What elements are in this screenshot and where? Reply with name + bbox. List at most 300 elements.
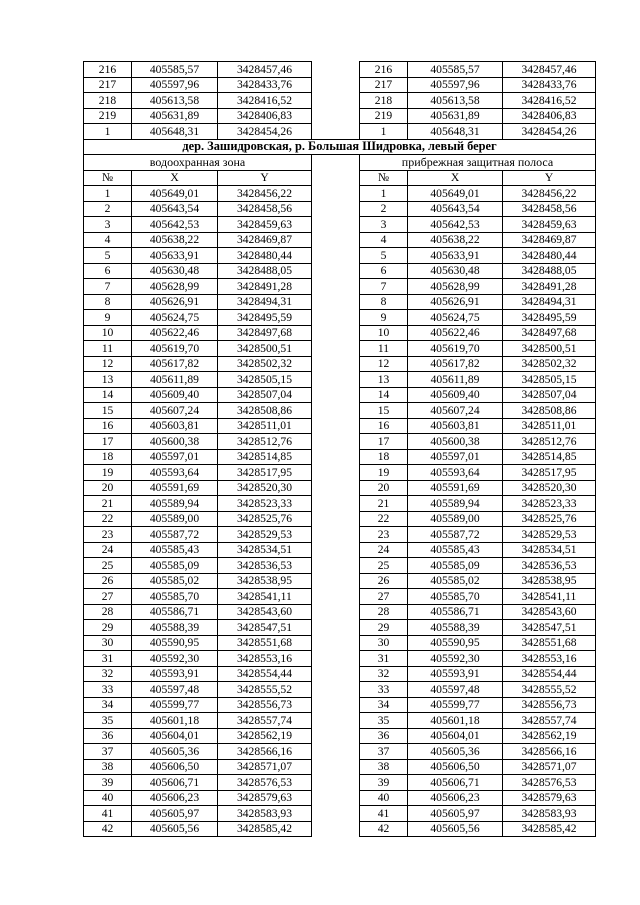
right-y-coordinate-cell: 3428557,74: [503, 713, 596, 729]
column-gap: [312, 387, 360, 403]
left-x-coordinate-cell: 405585,57: [132, 62, 218, 78]
right-y-coordinate-cell: 3428562,19: [503, 728, 596, 744]
right-point-number-cell: 29: [360, 620, 408, 636]
right-x-coordinate-cell: 405585,70: [408, 589, 503, 605]
table-row: [84, 527, 596, 543]
column-gap: [312, 728, 360, 744]
right-y-coordinate-cell: 3428458,56: [503, 201, 596, 217]
left-point-number-cell: 33: [84, 682, 132, 698]
right-x-coordinate-cell: 405617,82: [408, 356, 503, 372]
left-point-number-cell: 11: [84, 341, 132, 357]
left-x-coordinate-cell: 405585,70: [132, 589, 218, 605]
table-row: [84, 558, 596, 574]
right-y-coordinate-cell: 3428507,04: [503, 387, 596, 403]
left-y-coordinate-cell: 3428554,44: [218, 666, 312, 682]
left-y-coordinate-cell: 3428512,76: [218, 434, 312, 450]
right-point-number-cell: 17: [360, 434, 408, 450]
left-point-number-cell: 29: [84, 620, 132, 636]
table-row: [84, 728, 596, 744]
right-point-number-cell: 28: [360, 604, 408, 620]
right-y-coordinate-cell: 3428536,53: [503, 558, 596, 574]
table-row: [84, 62, 596, 78]
right-y-coordinate-cell: 3428551,68: [503, 635, 596, 651]
table-row: [84, 589, 596, 605]
left-point-number-cell: 32: [84, 666, 132, 682]
top-rows-group: [84, 62, 596, 140]
column-gap: [312, 790, 360, 806]
right-point-number-cell: 33: [360, 682, 408, 698]
right-y-coordinate-cell: 3428514,85: [503, 449, 596, 465]
column-gap: [312, 480, 360, 496]
column-gap: [312, 108, 360, 124]
left-x-coordinate-cell: 405606,50: [132, 759, 218, 775]
left-y-coordinate-cell: 3428488,05: [218, 263, 312, 279]
table-row: [84, 341, 596, 357]
left-x-coordinate-cell: 405585,09: [132, 558, 218, 574]
column-gap: [312, 744, 360, 760]
left-y-coordinate-cell: 3428491,28: [218, 279, 312, 295]
right-x-coordinate-cell: 405649,01: [408, 186, 503, 202]
right-x-coordinate-cell: 405606,50: [408, 759, 503, 775]
table-row: [84, 418, 596, 434]
table-row: [84, 744, 596, 760]
left-point-number-cell: 20: [84, 480, 132, 496]
right-y-coordinate-cell: 3428547,51: [503, 620, 596, 636]
right-x-coordinate-cell: 405631,89: [408, 108, 503, 124]
right-point-number-cell: 39: [360, 775, 408, 791]
left-x-coordinate-cell: 405631,89: [132, 108, 218, 124]
right-y-coordinate-cell: 3428488,05: [503, 263, 596, 279]
left-x-coordinate-cell: 405643,54: [132, 201, 218, 217]
right-point-number-cell: 5: [360, 248, 408, 264]
left-point-number-cell: 218: [84, 93, 132, 109]
left-x-coordinate-cell: 405601,18: [132, 713, 218, 729]
right-x-coordinate-cell: 405605,36: [408, 744, 503, 760]
right-x-coordinate-cell: 405600,38: [408, 434, 503, 450]
left-y-coordinate-cell: 3428534,51: [218, 542, 312, 558]
right-point-number-cell: 7: [360, 279, 408, 295]
right-y-coordinate-cell: 3428538,95: [503, 573, 596, 589]
right-x-coordinate-cell: 405597,96: [408, 77, 503, 93]
table-row: [84, 775, 596, 791]
right-y-coordinate-cell: 3428494,31: [503, 294, 596, 310]
table-row: [84, 759, 596, 775]
table-row: [84, 263, 596, 279]
right-y-coordinate-cell: 3428554,44: [503, 666, 596, 682]
table-row: [84, 248, 596, 264]
left-x-coordinate-cell: 405605,97: [132, 806, 218, 822]
left-y-coordinate-cell: 3428406,83: [218, 108, 312, 124]
column-gap: [312, 186, 360, 202]
left-x-coordinate-cell: 405591,69: [132, 480, 218, 496]
left-point-number-cell: 36: [84, 728, 132, 744]
right-y-coordinate-cell: 3428541,11: [503, 589, 596, 605]
left-x-coordinate-cell: 405597,48: [132, 682, 218, 698]
column-gap: [312, 697, 360, 713]
right-point-number-cell: 23: [360, 527, 408, 543]
left-point-number-cell: 26: [84, 573, 132, 589]
right-y-coordinate-cell: 3428529,53: [503, 527, 596, 543]
left-point-number-cell: 17: [84, 434, 132, 450]
left-y-coordinate-cell: 3428500,51: [218, 341, 312, 357]
right-y-coordinate-cell: 3428579,63: [503, 790, 596, 806]
table-row: [84, 573, 596, 589]
right-point-number-cell: 32: [360, 666, 408, 682]
table-row: [84, 310, 596, 326]
left-y-coordinate-cell: 3428502,32: [218, 356, 312, 372]
right-y-coordinate-cell: 3428523,33: [503, 496, 596, 512]
left-x-coordinate-cell: 405588,39: [132, 620, 218, 636]
right-y-coordinate-cell: 3428543,60: [503, 604, 596, 620]
left-point-number-cell: 37: [84, 744, 132, 760]
left-point-number-cell: 10: [84, 325, 132, 341]
left-x-coordinate-cell: 405593,64: [132, 465, 218, 481]
column-gap: [312, 558, 360, 574]
left-y-coordinate-cell: 3428571,07: [218, 759, 312, 775]
right-point-number-cell: 11: [360, 341, 408, 357]
right-point-number-cell: 218: [360, 93, 408, 109]
left-point-number-cell: 35: [84, 713, 132, 729]
right-y-coordinate-cell: 3428457,46: [503, 62, 596, 78]
table-row: [84, 821, 596, 837]
right-x-coordinate-cell: 405606,71: [408, 775, 503, 791]
column-gap: [312, 341, 360, 357]
left-x-coordinate-cell: 405606,23: [132, 790, 218, 806]
table-row: [84, 124, 596, 140]
left-y-coordinate-cell: 3428511,01: [218, 418, 312, 434]
right-x-coordinate-cell: 405624,75: [408, 310, 503, 326]
right-point-number-cell: 19: [360, 465, 408, 481]
left-point-number-cell: 39: [84, 775, 132, 791]
left-point-number-cell: 15: [84, 403, 132, 419]
right-y-coordinate-cell: 3428517,95: [503, 465, 596, 481]
left-x-coordinate-cell: 405589,00: [132, 511, 218, 527]
left-x-coordinate-cell: 405606,71: [132, 775, 218, 791]
right-y-coordinate-cell: 3428511,01: [503, 418, 596, 434]
left-point-number-cell: 19: [84, 465, 132, 481]
table-row: [84, 635, 596, 651]
left-y-coordinate-cell: 3428517,95: [218, 465, 312, 481]
table-row: [84, 697, 596, 713]
right-y-coordinate-cell: 3428469,87: [503, 232, 596, 248]
left-point-number-cell: 216: [84, 62, 132, 78]
right-x-coordinate-cell: 405586,71: [408, 604, 503, 620]
column-gap: [312, 449, 360, 465]
left-y-coordinate-cell: 3428529,53: [218, 527, 312, 543]
left-y-coordinate-cell: 3428579,63: [218, 790, 312, 806]
left-point-number-cell: 6: [84, 263, 132, 279]
left-y-coordinate-cell: 3428416,52: [218, 93, 312, 109]
column-gap: [312, 511, 360, 527]
right-y-coordinate-cell: 3428555,52: [503, 682, 596, 698]
right-point-number-cell: 21: [360, 496, 408, 512]
left-point-number-cell: 2: [84, 201, 132, 217]
right-point-number-cell: 26: [360, 573, 408, 589]
right-y-coordinate-cell: 3428497,68: [503, 325, 596, 341]
left-x-coordinate-cell: 405603,81: [132, 418, 218, 434]
table-row: [84, 356, 596, 372]
right-x-coordinate-cell: 405585,02: [408, 573, 503, 589]
right-x-coordinate-cell: 405607,24: [408, 403, 503, 419]
right-y-coordinate-cell: 3428566,16: [503, 744, 596, 760]
table-row: [84, 604, 596, 620]
right-x-coordinate-cell: 405622,46: [408, 325, 503, 341]
right-point-number-cell: 216: [360, 62, 408, 78]
right-x-coordinate-cell: 405588,39: [408, 620, 503, 636]
table-row: [84, 372, 596, 388]
left-x-coordinate-cell: 405617,82: [132, 356, 218, 372]
right-y-coordinate-cell: 3428416,52: [503, 93, 596, 109]
left-x-coordinate-cell: 405605,56: [132, 821, 218, 837]
left-y-coordinate-cell: 3428566,16: [218, 744, 312, 760]
right-y-coordinate-cell: 3428454,26: [503, 124, 596, 140]
left-x-coordinate-cell: 405597,96: [132, 77, 218, 93]
table-row: [84, 542, 596, 558]
column-gap: [312, 666, 360, 682]
left-y-coordinate-cell: 3428505,15: [218, 372, 312, 388]
table-row: [84, 511, 596, 527]
table-row: [84, 620, 596, 636]
column-gap: [312, 542, 360, 558]
column-gap: [312, 821, 360, 837]
right-header-y: Y: [503, 170, 596, 186]
column-gap: [312, 310, 360, 326]
left-x-coordinate-cell: 405587,72: [132, 527, 218, 543]
right-y-coordinate-cell: 3428556,73: [503, 697, 596, 713]
left-point-number-cell: 40: [84, 790, 132, 806]
right-x-coordinate-cell: 405599,77: [408, 697, 503, 713]
left-point-number-cell: 22: [84, 511, 132, 527]
left-y-coordinate-cell: 3428541,11: [218, 589, 312, 605]
left-point-number-cell: 24: [84, 542, 132, 558]
left-point-number-cell: 3: [84, 217, 132, 233]
right-point-number-cell: 41: [360, 806, 408, 822]
section-heading-group: [84, 139, 596, 186]
table-row: [84, 77, 596, 93]
right-y-coordinate-cell: 3428502,32: [503, 356, 596, 372]
left-y-coordinate-cell: 3428480,44: [218, 248, 312, 264]
right-point-number-cell: 30: [360, 635, 408, 651]
right-y-coordinate-cell: 3428525,76: [503, 511, 596, 527]
right-y-coordinate-cell: 3428406,83: [503, 108, 596, 124]
right-y-coordinate-cell: 3428585,42: [503, 821, 596, 837]
left-zone-title: водоохранная зона: [84, 155, 312, 171]
left-y-coordinate-cell: 3428536,53: [218, 558, 312, 574]
left-x-coordinate-cell: 405648,31: [132, 124, 218, 140]
left-x-coordinate-cell: 405605,36: [132, 744, 218, 760]
column-gap: [312, 573, 360, 589]
table-row: [84, 480, 596, 496]
left-y-coordinate-cell: 3428456,22: [218, 186, 312, 202]
left-header-number: №: [84, 170, 132, 186]
left-y-coordinate-cell: 3428547,51: [218, 620, 312, 636]
left-point-number-cell: 12: [84, 356, 132, 372]
table-row: [84, 682, 596, 698]
right-point-number-cell: 31: [360, 651, 408, 667]
left-y-coordinate-cell: 3428585,42: [218, 821, 312, 837]
left-x-coordinate-cell: 405633,91: [132, 248, 218, 264]
right-x-coordinate-cell: 405606,23: [408, 790, 503, 806]
column-gap: [312, 465, 360, 481]
right-point-number-cell: 35: [360, 713, 408, 729]
table-row: [84, 279, 596, 295]
right-y-coordinate-cell: 3428512,76: [503, 434, 596, 450]
table-row: [84, 651, 596, 667]
left-y-coordinate-cell: 3428497,68: [218, 325, 312, 341]
right-x-coordinate-cell: 405611,89: [408, 372, 503, 388]
table-row: [84, 449, 596, 465]
right-y-coordinate-cell: 3428459,63: [503, 217, 596, 233]
left-y-coordinate-cell: 3428495,59: [218, 310, 312, 326]
right-y-coordinate-cell: 3428534,51: [503, 542, 596, 558]
table-row: [84, 186, 596, 202]
right-y-coordinate-cell: 3428553,16: [503, 651, 596, 667]
left-point-number-cell: 31: [84, 651, 132, 667]
right-point-number-cell: 8: [360, 294, 408, 310]
right-x-coordinate-cell: 405642,53: [408, 217, 503, 233]
right-point-number-cell: 24: [360, 542, 408, 558]
right-x-coordinate-cell: 405626,91: [408, 294, 503, 310]
left-x-coordinate-cell: 405604,01: [132, 728, 218, 744]
right-point-number-cell: 2: [360, 201, 408, 217]
right-y-coordinate-cell: 3428576,53: [503, 775, 596, 791]
left-y-coordinate-cell: 3428454,26: [218, 124, 312, 140]
right-x-coordinate-cell: 405603,81: [408, 418, 503, 434]
table-row: [84, 217, 596, 233]
right-point-number-cell: 38: [360, 759, 408, 775]
left-x-coordinate-cell: 405609,40: [132, 387, 218, 403]
column-gap: [312, 620, 360, 636]
table-row: [84, 325, 596, 341]
left-x-coordinate-cell: 405624,75: [132, 310, 218, 326]
column-gap: [312, 356, 360, 372]
right-x-coordinate-cell: 405633,91: [408, 248, 503, 264]
right-point-number-cell: 22: [360, 511, 408, 527]
table-row: [84, 201, 596, 217]
column-gap: [312, 759, 360, 775]
left-y-coordinate-cell: 3428494,31: [218, 294, 312, 310]
column-gap: [312, 155, 360, 171]
table-row: [84, 790, 596, 806]
column-gap: [312, 62, 360, 78]
right-point-number-cell: 16: [360, 418, 408, 434]
table-row: [84, 666, 596, 682]
left-y-coordinate-cell: 3428553,16: [218, 651, 312, 667]
left-x-coordinate-cell: 405589,94: [132, 496, 218, 512]
right-x-coordinate-cell: 405601,18: [408, 713, 503, 729]
column-gap: [312, 93, 360, 109]
left-y-coordinate-cell: 3428538,95: [218, 573, 312, 589]
column-gap: [312, 77, 360, 93]
right-point-number-cell: 37: [360, 744, 408, 760]
column-gap: [312, 325, 360, 341]
left-y-coordinate-cell: 3428469,87: [218, 232, 312, 248]
column-gap: [312, 232, 360, 248]
left-point-number-cell: 41: [84, 806, 132, 822]
right-point-number-cell: 20: [360, 480, 408, 496]
left-point-number-cell: 21: [84, 496, 132, 512]
left-point-number-cell: 9: [84, 310, 132, 326]
column-gap: [312, 124, 360, 140]
left-y-coordinate-cell: 3428576,53: [218, 775, 312, 791]
right-point-number-cell: 42: [360, 821, 408, 837]
table-row: [84, 434, 596, 450]
column-gap: [312, 635, 360, 651]
left-header-y: Y: [218, 170, 312, 186]
right-header-x: X: [408, 170, 503, 186]
right-header-number: №: [360, 170, 408, 186]
left-y-coordinate-cell: 3428508,86: [218, 403, 312, 419]
section-title-row: [84, 139, 596, 155]
right-point-number-cell: 6: [360, 263, 408, 279]
left-point-number-cell: 23: [84, 527, 132, 543]
left-point-number-cell: 8: [84, 294, 132, 310]
column-gap: [312, 496, 360, 512]
column-gap: [312, 418, 360, 434]
right-y-coordinate-cell: 3428505,15: [503, 372, 596, 388]
left-y-coordinate-cell: 3428514,85: [218, 449, 312, 465]
right-x-coordinate-cell: 405589,94: [408, 496, 503, 512]
left-x-coordinate-cell: 405628,99: [132, 279, 218, 295]
left-x-coordinate-cell: 405600,38: [132, 434, 218, 450]
table-row: [84, 387, 596, 403]
right-x-coordinate-cell: 405648,31: [408, 124, 503, 140]
right-x-coordinate-cell: 405593,64: [408, 465, 503, 481]
right-x-coordinate-cell: 405597,48: [408, 682, 503, 698]
right-x-coordinate-cell: 405585,57: [408, 62, 503, 78]
column-gap: [312, 589, 360, 605]
right-point-number-cell: 18: [360, 449, 408, 465]
left-point-number-cell: 1: [84, 186, 132, 202]
column-gap: [312, 170, 360, 186]
table-row: [84, 108, 596, 124]
coordinates-table: [83, 61, 596, 837]
column-gap: [312, 279, 360, 295]
table-row: [84, 496, 596, 512]
column-gap: [312, 713, 360, 729]
left-y-coordinate-cell: 3428562,19: [218, 728, 312, 744]
left-point-number-cell: 42: [84, 821, 132, 837]
column-gap: [312, 372, 360, 388]
column-gap: [312, 263, 360, 279]
table-row: [84, 403, 596, 419]
left-point-number-cell: 14: [84, 387, 132, 403]
right-point-number-cell: 40: [360, 790, 408, 806]
right-x-coordinate-cell: 405619,70: [408, 341, 503, 357]
left-point-number-cell: 28: [84, 604, 132, 620]
table-row: [84, 232, 596, 248]
left-x-coordinate-cell: 405630,48: [132, 263, 218, 279]
left-y-coordinate-cell: 3428543,60: [218, 604, 312, 620]
right-x-coordinate-cell: 405589,00: [408, 511, 503, 527]
right-x-coordinate-cell: 405591,69: [408, 480, 503, 496]
left-point-number-cell: 27: [84, 589, 132, 605]
right-y-coordinate-cell: 3428495,59: [503, 310, 596, 326]
right-x-coordinate-cell: 405597,01: [408, 449, 503, 465]
right-x-coordinate-cell: 405628,99: [408, 279, 503, 295]
left-x-coordinate-cell: 405607,24: [132, 403, 218, 419]
table-row: [84, 465, 596, 481]
left-point-number-cell: 7: [84, 279, 132, 295]
left-point-number-cell: 18: [84, 449, 132, 465]
left-x-coordinate-cell: 405590,95: [132, 635, 218, 651]
column-gap: [312, 248, 360, 264]
left-y-coordinate-cell: 3428520,30: [218, 480, 312, 496]
column-gap: [312, 806, 360, 822]
left-point-number-cell: 34: [84, 697, 132, 713]
right-y-coordinate-cell: 3428500,51: [503, 341, 596, 357]
table-row: [84, 806, 596, 822]
